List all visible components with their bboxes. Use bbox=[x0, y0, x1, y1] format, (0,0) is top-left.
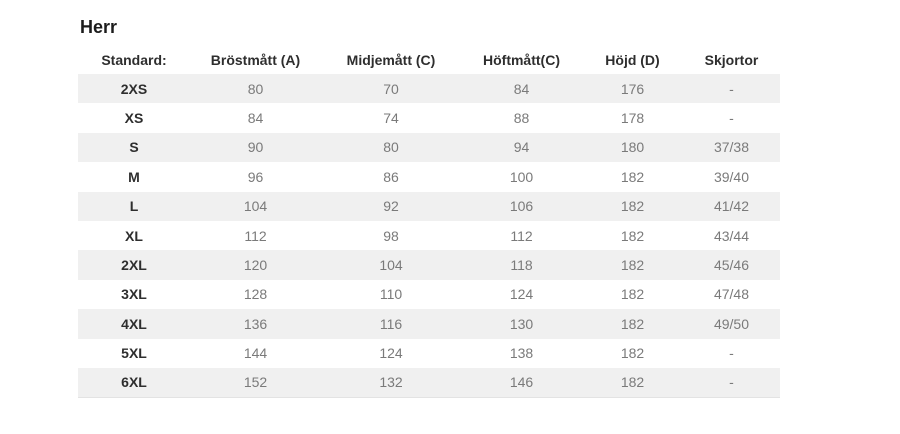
shirts-cell: - bbox=[729, 110, 734, 127]
col-header-hip: Höftmått(C) bbox=[483, 52, 560, 68]
height-cell: 182 bbox=[620, 257, 645, 274]
col-header-shirts: Skjortor bbox=[704, 52, 759, 68]
table-row bbox=[78, 133, 780, 162]
chest-cell: 144 bbox=[243, 345, 268, 362]
hip-cell: 112 bbox=[510, 227, 533, 244]
size-cell: 4XL bbox=[121, 315, 147, 332]
size-table bbox=[78, 46, 780, 398]
chest-cell: 80 bbox=[247, 80, 264, 97]
table-header-row bbox=[78, 46, 780, 74]
shirts-cell: 49/50 bbox=[713, 315, 750, 332]
size-cell: 6XL bbox=[121, 374, 147, 391]
chest-cell: 136 bbox=[243, 315, 268, 332]
size-cell: XL bbox=[125, 227, 143, 244]
hip-cell: 130 bbox=[509, 315, 534, 332]
table-row bbox=[78, 221, 780, 250]
table-row bbox=[78, 339, 780, 368]
shirts-cell: - bbox=[729, 345, 734, 362]
hip-cell: 138 bbox=[509, 345, 534, 362]
height-cell: 176 bbox=[620, 80, 645, 97]
hip-cell: 118 bbox=[510, 257, 533, 274]
height-cell: 182 bbox=[620, 227, 645, 244]
table-row bbox=[78, 74, 780, 103]
size-cell: 5XL bbox=[121, 345, 147, 362]
size-cell: 2XS bbox=[120, 80, 148, 97]
hip-cell: 94 bbox=[513, 139, 530, 156]
shirts-cell: - bbox=[729, 80, 734, 97]
height-cell: 182 bbox=[620, 286, 645, 303]
hip-cell: 100 bbox=[509, 168, 534, 185]
col-header-standard: Standard: bbox=[101, 52, 167, 68]
table-row bbox=[78, 103, 780, 132]
hip-cell: 124 bbox=[509, 286, 534, 303]
col-header-height: Höjd (D) bbox=[605, 52, 660, 68]
table-row bbox=[78, 192, 780, 221]
waist-cell: 70 bbox=[383, 80, 399, 97]
waist-cell: 98 bbox=[383, 227, 399, 244]
waist-cell: 116 bbox=[379, 315, 403, 332]
shirts-cell: 41/42 bbox=[713, 198, 750, 215]
chest-cell: 104 bbox=[243, 198, 268, 215]
waist-cell: 110 bbox=[379, 286, 403, 303]
shirts-cell: - bbox=[729, 374, 734, 391]
hip-cell: 106 bbox=[509, 198, 534, 215]
table-row bbox=[78, 162, 780, 191]
waist-cell: 74 bbox=[383, 110, 399, 127]
height-cell: 178 bbox=[620, 110, 645, 127]
table-row bbox=[78, 309, 780, 338]
shirts-cell: 43/44 bbox=[713, 227, 750, 244]
hip-cell: 146 bbox=[509, 374, 534, 391]
height-cell: 182 bbox=[620, 345, 645, 362]
waist-cell: 132 bbox=[379, 374, 403, 391]
height-cell: 182 bbox=[620, 168, 645, 185]
height-cell: 182 bbox=[620, 374, 645, 391]
size-cell: S bbox=[129, 139, 139, 156]
waist-cell: 80 bbox=[383, 139, 399, 156]
waist-cell: 124 bbox=[379, 345, 403, 362]
table-row bbox=[78, 368, 780, 397]
chest-cell: 112 bbox=[244, 227, 267, 244]
table-row bbox=[78, 250, 780, 279]
shirts-cell: 37/38 bbox=[713, 139, 750, 156]
height-cell: 182 bbox=[620, 315, 645, 332]
size-cell: XS bbox=[124, 110, 144, 127]
col-header-chest: Bröstmått (A) bbox=[210, 52, 301, 68]
size-cell: 2XL bbox=[121, 257, 147, 274]
col-header-waist: Midjemått (C) bbox=[346, 52, 436, 68]
size-cell: M bbox=[128, 168, 140, 185]
chest-cell: 152 bbox=[243, 374, 268, 391]
shirts-cell: 47/48 bbox=[713, 286, 750, 303]
waist-cell: 86 bbox=[383, 168, 399, 185]
hip-cell: 88 bbox=[513, 110, 530, 127]
page-title: Herr bbox=[80, 17, 118, 37]
chest-cell: 90 bbox=[247, 139, 264, 156]
shirts-cell: 45/46 bbox=[713, 257, 750, 274]
chest-cell: 128 bbox=[243, 286, 268, 303]
chest-cell: 96 bbox=[247, 168, 264, 185]
hip-cell: 84 bbox=[513, 80, 530, 97]
waist-cell: 92 bbox=[383, 198, 399, 215]
size-cell: L bbox=[129, 198, 139, 215]
chest-cell: 120 bbox=[243, 257, 268, 274]
shirts-cell: 39/40 bbox=[713, 168, 750, 185]
height-cell: 180 bbox=[620, 139, 645, 156]
waist-cell: 104 bbox=[379, 257, 403, 274]
table-row bbox=[78, 280, 780, 309]
chest-cell: 84 bbox=[247, 110, 264, 127]
height-cell: 182 bbox=[620, 198, 645, 215]
size-cell: 3XL bbox=[121, 286, 147, 303]
